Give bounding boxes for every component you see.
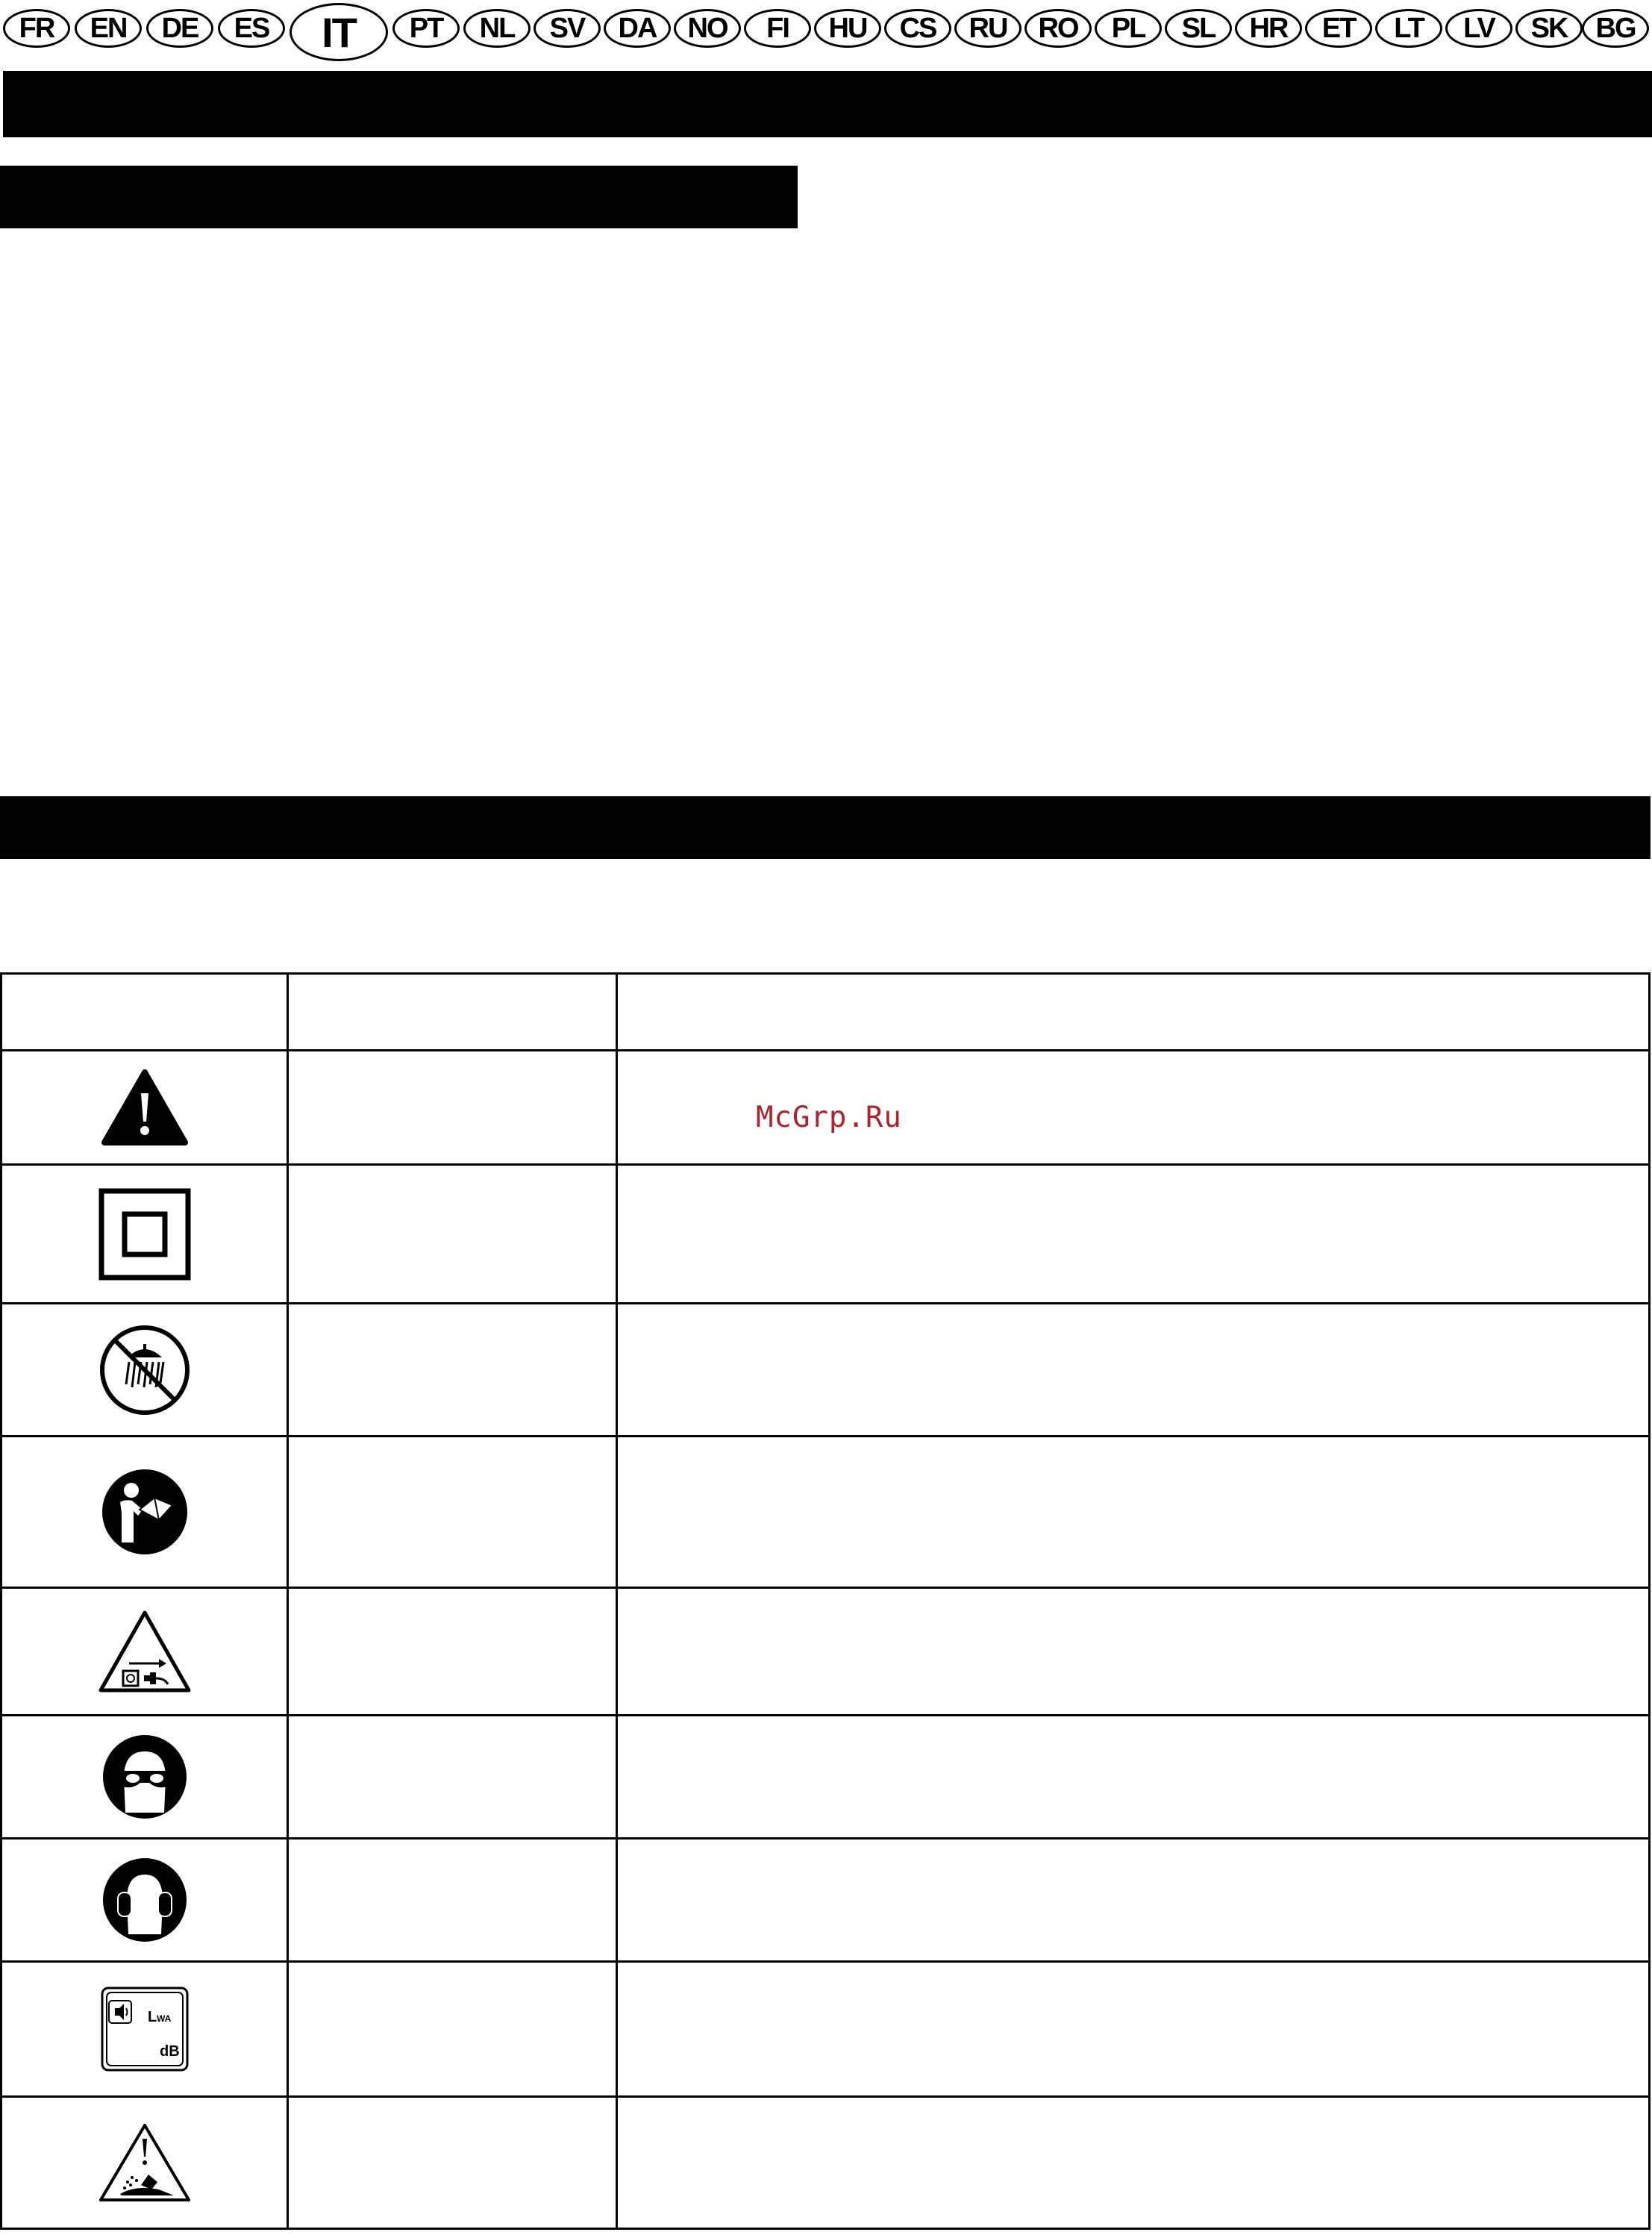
- lang-tab-no[interactable]: NO: [674, 9, 741, 48]
- symbols-heading-bar: [0, 796, 1651, 859]
- table-row: [1, 2097, 1650, 2229]
- header-cell-symbol: [1, 974, 288, 1051]
- no-rain-icon: [98, 1323, 192, 1417]
- lang-tab-it[interactable]: IT: [290, 3, 388, 61]
- symbols-table: [0, 972, 1651, 2230]
- lang-tab-es[interactable]: ES: [218, 9, 285, 48]
- lang-tab-pt[interactable]: PT: [392, 9, 460, 48]
- lang-tab-sv[interactable]: SV: [534, 9, 601, 48]
- lang-tab-lt[interactable]: LT: [1375, 9, 1442, 48]
- double-insulation-icon: [98, 1188, 191, 1281]
- lang-tab-sl[interactable]: SL: [1165, 9, 1232, 48]
- wear-eye-protection-icon: [101, 1734, 188, 1820]
- lang-tab-hu[interactable]: HU: [814, 9, 881, 48]
- projectile-hazard-icon: [96, 2121, 193, 2204]
- wear-ear-protection-icon: [101, 1857, 188, 1943]
- sound-label-sub: WA: [156, 2013, 171, 2024]
- lang-tab-ro[interactable]: RO: [1024, 9, 1092, 48]
- lang-tab-et[interactable]: ET: [1305, 9, 1372, 48]
- lang-tab-en[interactable]: EN: [75, 9, 142, 48]
- table-row: [1, 1051, 1650, 1165]
- table-row: [1, 1839, 1650, 1962]
- table-header-row: [1, 974, 1650, 1051]
- read-manual-icon: [101, 1468, 189, 1556]
- lang-tab-fi[interactable]: FI: [744, 9, 811, 48]
- sound-label-unit: dB: [159, 2043, 180, 2060]
- section-heading-bar: [0, 166, 798, 228]
- table-row: [1, 1962, 1650, 2097]
- sound-label-main: L: [147, 2009, 157, 2025]
- lang-tab-fr[interactable]: FR: [3, 9, 70, 48]
- table-row: [1, 1588, 1650, 1716]
- lang-tab-nl[interactable]: NL: [463, 9, 531, 48]
- header-cell-name: [288, 974, 617, 1051]
- lang-tab-bg[interactable]: BG: [1582, 9, 1649, 48]
- lang-tab-cs[interactable]: CS: [884, 9, 951, 48]
- lang-tab-da[interactable]: DA: [604, 9, 671, 48]
- sound-power-level-icon: [100, 1986, 190, 2072]
- header-cell-description: [617, 974, 1650, 1051]
- lang-tab-hr[interactable]: HR: [1235, 9, 1302, 48]
- warning-triangle-icon: [100, 1068, 190, 1147]
- watermark: McGrp.Ru: [756, 1101, 902, 1134]
- table-row: [1, 1304, 1650, 1437]
- document-title-bar: [3, 71, 1652, 137]
- table-row: [1, 1165, 1650, 1304]
- lang-tab-sk[interactable]: SK: [1515, 9, 1583, 48]
- lang-tab-ru[interactable]: RU: [954, 9, 1021, 48]
- unplug-before-maintenance-icon: [96, 1608, 193, 1695]
- table-row: [1, 1437, 1650, 1588]
- lang-tab-pl[interactable]: PL: [1095, 9, 1162, 48]
- table-row: [1, 1716, 1650, 1839]
- lang-tab-de[interactable]: DE: [146, 9, 213, 48]
- language-selector: [3, 3, 1649, 61]
- lang-tab-lv[interactable]: LV: [1445, 9, 1512, 48]
